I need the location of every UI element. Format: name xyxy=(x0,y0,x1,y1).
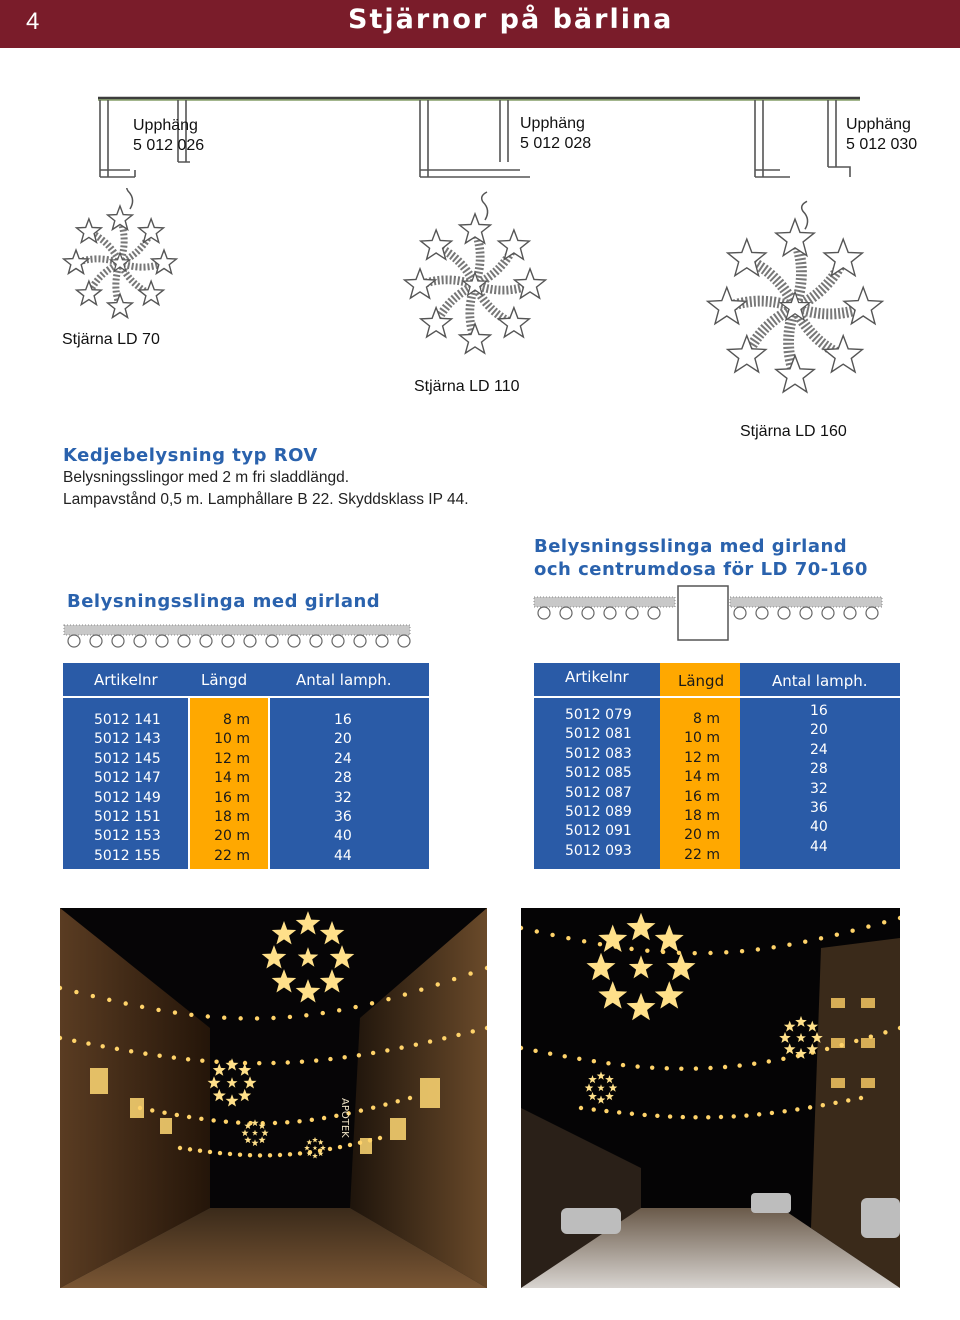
table-left-antal xyxy=(334,711,352,866)
table-left-langd xyxy=(204,711,250,866)
star-ld110-illustration xyxy=(390,185,560,375)
table-cell: 40 xyxy=(810,819,828,836)
table-cell: 40 xyxy=(334,828,352,845)
table-cell: 14 m xyxy=(214,770,250,787)
table-cell: 5012 085 xyxy=(565,765,632,782)
table-cell: 32 xyxy=(334,789,352,806)
table-cell: 18 m xyxy=(684,808,720,825)
table-cell: 5012 149 xyxy=(94,789,161,806)
table-cell: 14 m xyxy=(684,769,720,786)
table-cell: 8 m xyxy=(223,712,250,728)
table-cell: 10 m xyxy=(214,731,250,748)
table-cell: 16 m xyxy=(214,789,250,806)
table-cell: 20 m xyxy=(214,828,250,845)
table-cell: 5012 141 xyxy=(94,712,161,728)
table-cell: 5012 081 xyxy=(565,726,632,743)
street-photo-left xyxy=(60,908,487,1288)
bar-line-illustration xyxy=(90,92,880,184)
table-cell: 16 m xyxy=(684,788,720,805)
table-cell: 16 xyxy=(810,703,828,719)
table-cell: 5012 143 xyxy=(94,731,161,748)
table-left xyxy=(63,663,429,869)
table-cell: 12 m xyxy=(214,750,250,767)
table-cell: 28 xyxy=(334,770,352,787)
table-left-artikelnr xyxy=(94,711,161,866)
table-right-header: Artikelnr Längd Antal lamph. xyxy=(534,663,900,698)
garland-left-title: Belysningsslinga med girland xyxy=(67,591,381,612)
table-cell: 5012 147 xyxy=(94,770,161,787)
table-cell: 36 xyxy=(810,800,828,817)
page-number: 4 xyxy=(26,8,40,35)
table-cell: 5012 089 xyxy=(565,804,632,821)
table-cell: 20 xyxy=(334,731,352,748)
star-ld70-illustration xyxy=(50,188,190,328)
star-ld160-label: Stjärna LD 160 xyxy=(740,423,847,440)
table-left-header: Artikelnr Längd Antal lamph. xyxy=(63,663,429,698)
table-cell: 5012 087 xyxy=(565,784,632,801)
hanger-3-label: Upphäng 5 012 030 xyxy=(846,116,918,153)
apotek-sign: APOTEK xyxy=(339,1098,350,1138)
page-header xyxy=(0,0,960,48)
table-cell: 20 xyxy=(810,722,828,739)
table-cell: 5012 151 xyxy=(94,809,161,826)
street-photo-right xyxy=(521,908,900,1288)
table-cell: 44 xyxy=(334,847,352,864)
page-title: Stjärnor på bärlina xyxy=(348,4,674,35)
table-cell: 20 m xyxy=(684,827,720,844)
table-right-langd xyxy=(674,710,720,865)
table-cell: 24 xyxy=(334,750,352,767)
table-right xyxy=(534,663,900,869)
hanger-1-label: Upphäng 5 012 026 xyxy=(133,117,205,154)
table-cell: 5012 083 xyxy=(565,745,632,762)
table-cell: 18 m xyxy=(214,809,250,826)
hanger-2-label: Upphäng 5 012 028 xyxy=(520,115,592,152)
product-description: Belysningsslingor med 2 m fri sladdlängd. Lampavstånd 0,5 m. Lamphållare B 22. Skyddsklass IP 44. xyxy=(63,469,469,508)
table-cell: 5012 091 xyxy=(565,823,632,840)
table-cell: 22 m xyxy=(214,847,250,864)
table-cell: 5012 153 xyxy=(94,828,161,845)
table-cell: 24 xyxy=(810,741,828,758)
star-ld70-label: Stjärna LD 70 xyxy=(62,331,160,348)
star-ld160-illustration xyxy=(690,190,900,415)
table-cell: 28 xyxy=(810,761,828,778)
table-cell: 5012 079 xyxy=(565,707,632,723)
table-right-antal xyxy=(810,702,828,857)
table-cell: 22 m xyxy=(684,846,720,863)
garland-right-illustration xyxy=(530,584,886,644)
table-cell: 5012 145 xyxy=(94,750,161,767)
garland-left-illustration xyxy=(60,612,416,656)
table-cell: 8 m xyxy=(693,711,720,727)
table-cell: 16 xyxy=(334,712,352,728)
table-cell: 32 xyxy=(810,780,828,797)
table-cell: 36 xyxy=(334,809,352,826)
table-cell: 5012 093 xyxy=(565,842,632,859)
star-ld110-label: Stjärna LD 110 xyxy=(414,378,520,395)
table-cell: 10 m xyxy=(684,730,720,747)
garland-right-title: Belysningsslinga med girland och centrumdosa för LD 70-160 xyxy=(534,536,868,580)
product-title: Kedjebelysning typ ROV xyxy=(63,445,318,466)
table-cell: 12 m xyxy=(684,749,720,766)
table-right-artikelnr xyxy=(565,706,632,861)
table-cell: 44 xyxy=(810,838,828,855)
table-cell: 5012 155 xyxy=(94,847,161,864)
